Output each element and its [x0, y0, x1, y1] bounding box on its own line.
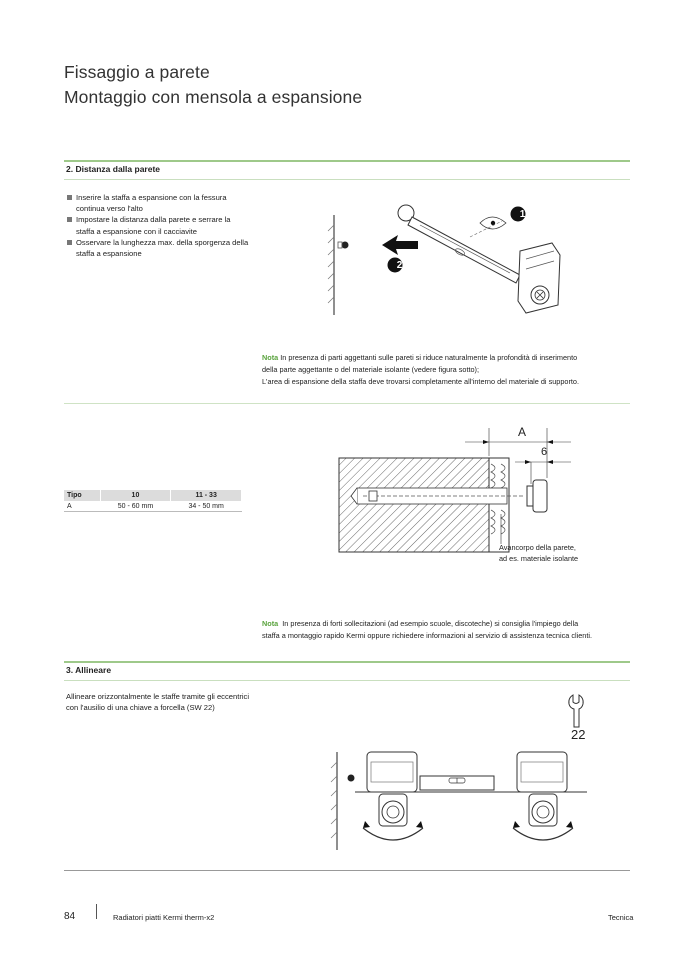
alignment-figure	[325, 742, 595, 854]
paragraph-line: con l'ausilio di una chiave a forcella (SW 22)	[66, 703, 215, 713]
marker-1: 1	[519, 209, 526, 220]
paragraph-line: Allineare orizzontalmente le staffe tramite gli eccentrici	[66, 692, 250, 701]
table-cell: 34 - 50 mm	[171, 501, 242, 512]
divider	[64, 403, 630, 404]
table-cell: A	[64, 501, 100, 512]
wrench-icon	[567, 693, 587, 729]
caption-line: Avancorpo della parete,	[499, 543, 576, 552]
expansion-bracket-figure	[320, 195, 580, 325]
section-heading-label: 3. Allineare	[66, 665, 112, 675]
section-heading-distance	[64, 160, 630, 180]
footer-section: Tecnica	[608, 913, 634, 922]
note-insertion-depth	[262, 352, 632, 387]
note-heavy-loads	[262, 618, 632, 642]
section-heading-align	[64, 661, 630, 681]
marker-2: 2	[396, 260, 403, 271]
list-item: Inserire la staffa a espansione con la fessura continua verso l'alto	[66, 192, 251, 214]
note-text: della parte aggettante o del materiale isolante (vedere figura sotto);	[262, 364, 480, 374]
wrench-size-label: 22	[571, 727, 586, 742]
page-title-line2: Montaggio con mensola a espansione	[64, 87, 363, 107]
footer-divider	[64, 870, 630, 871]
page-number: 84	[64, 911, 76, 922]
note-label: Nota	[262, 619, 279, 628]
dimension-a-label: A	[518, 425, 527, 439]
table-row	[64, 501, 242, 512]
note-text: staffa a montaggio rapido Kermi oppure richiedere informazioni al servizio di assistenza tecnica clienti.	[262, 630, 593, 640]
note-text: In presenza di parti aggettanti sulle pareti si riduce naturalmente la profondità di inserimento	[280, 353, 578, 362]
instruction-list	[66, 192, 251, 259]
dimension-6-label: 6	[541, 446, 548, 458]
footer-separator	[96, 904, 97, 919]
note-text: In presenza di forti sollecitazioni (ad esempio scuole, discoteche) si consiglia l'impiego della	[282, 619, 579, 628]
note-text: L'area di espansione della staffa deve trovarsi completamente all'interno del materiale di supporto.	[262, 376, 580, 386]
footer-doc-title: Radiatori piatti Kermi therm-x2	[113, 913, 215, 922]
table-header: 11 - 33	[171, 490, 242, 501]
table-header: Tipo	[64, 490, 100, 501]
note-label: Nota	[262, 353, 279, 362]
section-heading-label: 2. Distanza dalla parete	[66, 164, 161, 174]
caption-line: ad es. materiale isolante	[499, 554, 579, 563]
list-item: Impostare la distanza dalla parete e serrare la staffa a espansione con il cacciavite	[66, 214, 251, 236]
figure-caption	[499, 542, 578, 564]
distance-table	[64, 490, 242, 512]
table-header-row	[64, 490, 242, 501]
table-cell: 50 - 60 mm	[100, 501, 171, 512]
table-header: 10	[100, 490, 171, 501]
list-item: Osservare la lunghezza max. della sporgenza della staffa a espansione	[66, 237, 251, 259]
align-instructions	[66, 691, 266, 714]
page-title-line1: Fissaggio a parete	[64, 62, 210, 82]
